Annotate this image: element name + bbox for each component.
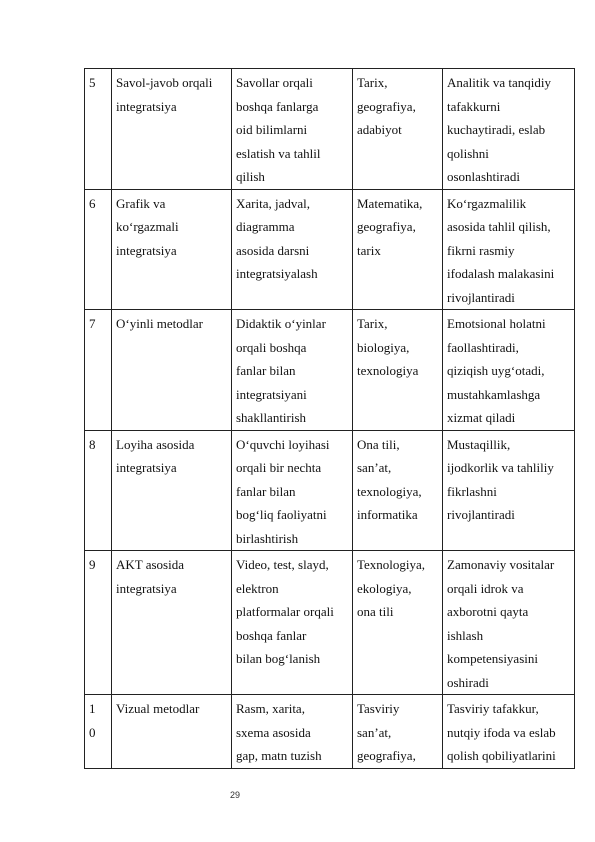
method-description: Rasm, xarita, sxema asosida gap, matn tuzish xyxy=(232,695,353,769)
table-row xyxy=(85,551,575,695)
related-subjects: Matematika, geografiya, tarix xyxy=(353,189,443,310)
method-outcome: Ko‘rgazmalilik asosida tahlil qilish, fikrni rasmiy ifodalash malakasini rivojlantiradi xyxy=(443,189,575,310)
related-subjects: Tarix, geografiya, adabiyot xyxy=(353,69,443,190)
row-number: 6 xyxy=(85,189,112,310)
related-subjects: Tasviriy san’at, geografiya, xyxy=(353,695,443,769)
page-number: 29 xyxy=(230,790,241,800)
method-description: Video, test, slayd, elektron platformalar orqali boshqa fanlar bilan bog‘lanish xyxy=(232,551,353,695)
row-number: 7 xyxy=(85,310,112,431)
methods-table xyxy=(84,68,575,769)
method-name: Savol-javob orqali integratsiya xyxy=(112,69,232,190)
method-description: Didaktik o‘yinlar orqali boshqa fanlar bilan integratsiyani shakllantirish xyxy=(232,310,353,431)
method-description: Xarita, jadval, diagramma asosida darsni integratsiyalash xyxy=(232,189,353,310)
method-name: Loyiha asosida integratsiya xyxy=(112,430,232,551)
method-description: O‘quvchi loyihasi orqali bir nechta fanlar bilan bog‘liq faoliyatni birlashtirish xyxy=(232,430,353,551)
related-subjects: Tarix, biologiya, texnologiya xyxy=(353,310,443,431)
method-description: Savollar orqali boshqa fanlarga oid bilimlarni eslatish va tahlil qilish xyxy=(232,69,353,190)
method-outcome: Emotsional holatni faollashtiradi, qiziqish uyg‘otadi, mustahkamlashga xizmat qiladi xyxy=(443,310,575,431)
method-outcome: Analitik va tanqidiy tafakkurni kuchaytiradi, eslab qolishni osonlashtiradi xyxy=(443,69,575,190)
table-row xyxy=(85,430,575,551)
row-number: 9 xyxy=(85,551,112,695)
table-row xyxy=(85,189,575,310)
table-row xyxy=(85,695,575,769)
row-number: 8 xyxy=(85,430,112,551)
method-name: AKT asosida integratsiya xyxy=(112,551,232,695)
table-row xyxy=(85,310,575,431)
method-outcome: Mustaqillik, ijodkorlik va tahliliy fikrlashni rivojlantiradi xyxy=(443,430,575,551)
method-name: Grafik va ko‘rgazmali integratsiya xyxy=(112,189,232,310)
related-subjects: Texnologiya, ekologiya, ona tili xyxy=(353,551,443,695)
method-name: O‘yinli metodlar xyxy=(112,310,232,431)
method-outcome: Tasviriy tafakkur, nutqiy ifoda va eslab qolish qobiliyatlarini xyxy=(443,695,575,769)
related-subjects: Ona tili, san’at, texnologiya, informatika xyxy=(353,430,443,551)
row-number: 5 xyxy=(85,69,112,190)
method-outcome: Zamonaviy vositalar orqali idrok va axborotni qayta ishlash kompetensiyasini oshiradi xyxy=(443,551,575,695)
row-number: 1 0 xyxy=(85,695,112,769)
table-row xyxy=(85,69,575,190)
method-name: Vizual metodlar xyxy=(112,695,232,769)
